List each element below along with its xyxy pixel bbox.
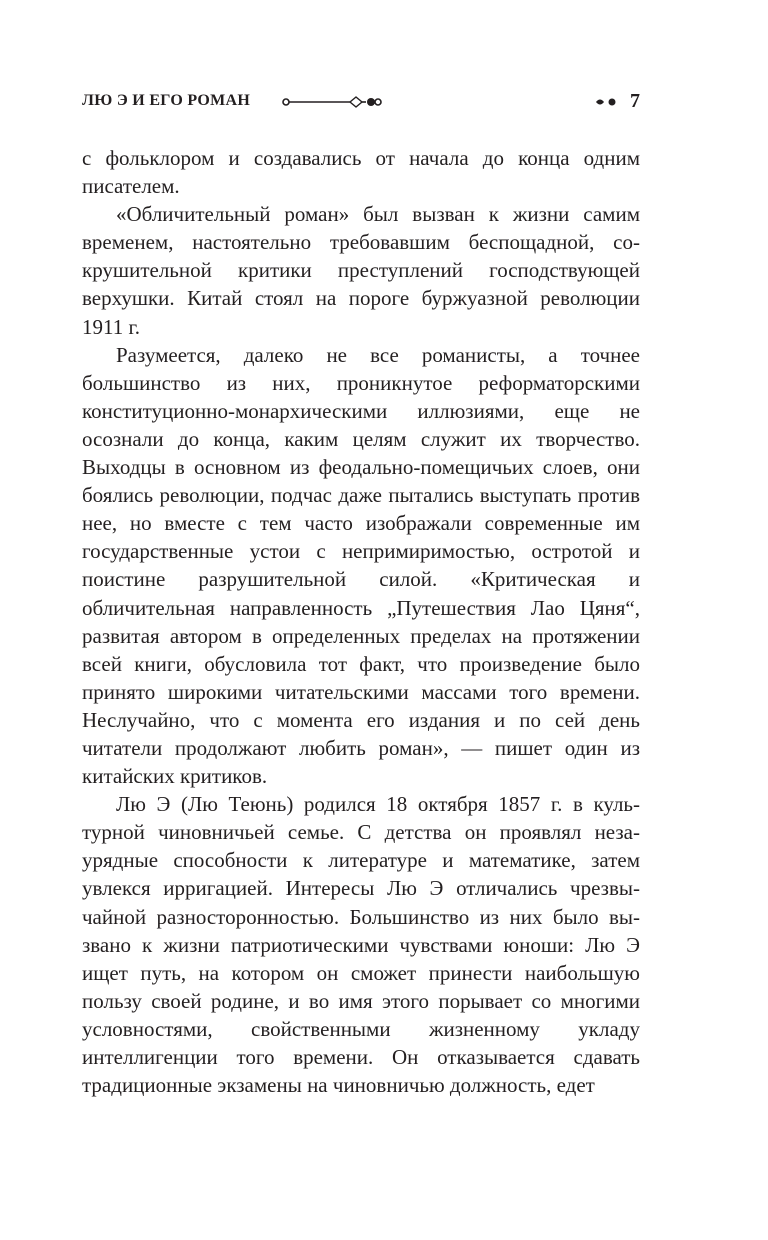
paragraph: Разумеется, далеко не все романисты, а точнее большинство из них, проникнутое реформаторскими конституционно-монархическими иллюзиями, еще не осознали до конца, каким целям служит их творчество. Выходцы в основном из феодально-помещичьих слоев, они боялись революции, подчас даже пытались выступать против нее, но вместе с тем часто изображали современные им государственные устои с непримиримостью, остротой и поистине разрушительной силой. «Критическая и обличительная направленность „Путешествия Лао Цяня“, развитая автором в определенных пределах на протяжении всей книги, обусловила тот факт, что произведение было принято широкими читательскими массами того времени. Неслучайно, что с момента его издания и по сей день читатели продолжают любить роман», — пишет один из китайских критиков. bbox=[82, 342, 640, 789]
paragraph: «Обличительный роман» был вызван к жизни самим временем, настоятельно требовавшим беспощадной, сокрушительной критики преступлений господствующей верхушки. Китай стоял на пороге буржуазной революции 1911 г. bbox=[82, 202, 640, 339]
running-title: ЛЮ Э И ЕГО РОМАН bbox=[82, 92, 251, 109]
page-number: 7 bbox=[630, 90, 640, 112]
paragraph-continued: с фольклором и создавались от начала до конца одним писателем. bbox=[82, 146, 640, 199]
dot-ornament-icon bbox=[594, 96, 618, 108]
flourish-ornament-icon bbox=[282, 94, 382, 110]
page-header bbox=[82, 88, 640, 118]
body-text bbox=[82, 144, 640, 1099]
paragraph: Лю Э (Лю Теюнь) родился 18 октября 1857 г. в культурной чиновничьей семье. С детства он проявлял незаурядные способности к литературе и математике, затем увлекся ирригацией. Интересы Лю Э отличались чрезвычайной разносторонностью. Большинство из них было вызвано к жизни патриотическими чувствами юноши: Лю Э ищет путь, на котором он сможет принести наибольшую пользу своей родине, и во имя этого порывает со многими условностями, свойственными жизненному укладу интеллигенции того времени. Он отказывается сдавать традиционные экзамены на чиновничью должность, едет bbox=[82, 792, 640, 1098]
